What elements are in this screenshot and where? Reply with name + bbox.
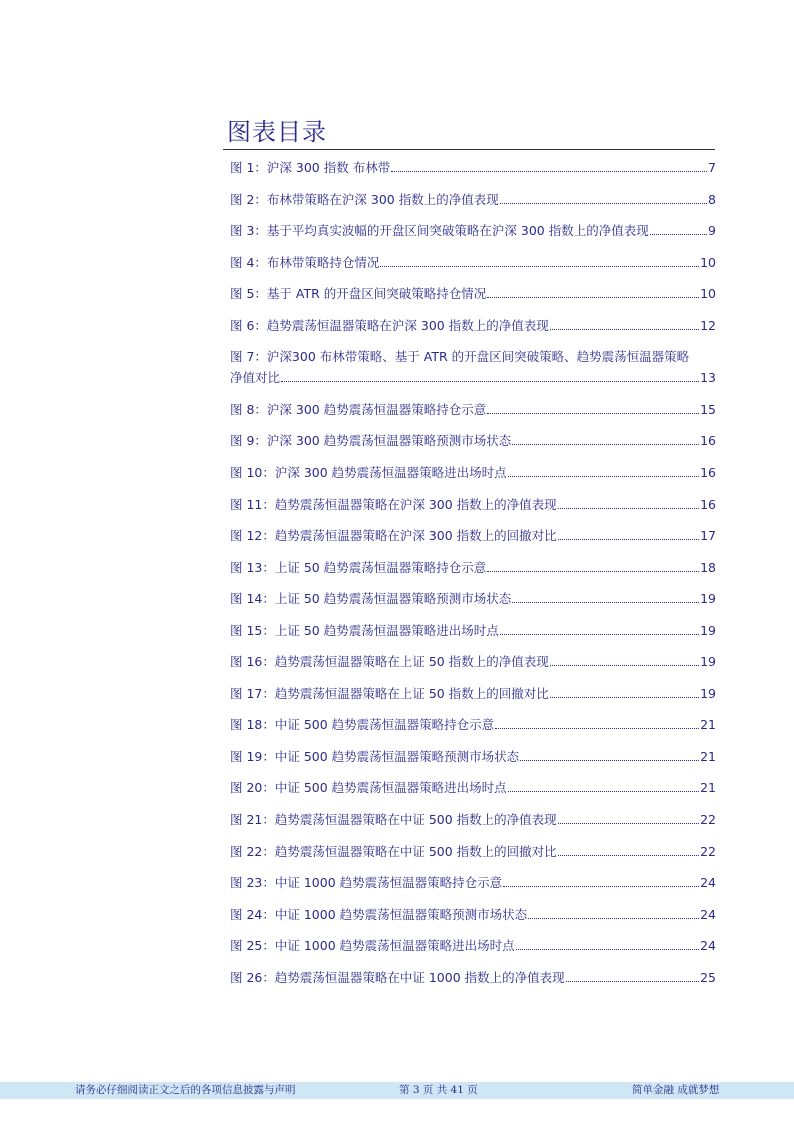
dot-leader (512, 601, 699, 603)
footer-slogan: 简单金融 成就梦想 (632, 1084, 720, 1096)
toc-entry[interactable] (230, 528, 716, 544)
toc-entry-label: 图 24：中证 1000 趋势震荡恒温器策略预测市场状态 (230, 906, 528, 922)
toc-entry-label: 图 21：趋势震荡恒温器策略在中证 500 指数上的净值表现 (230, 812, 557, 827)
dot-leader (380, 265, 699, 267)
dot-leader (558, 822, 699, 824)
toc-entry[interactable] (230, 686, 716, 702)
toc-entry-page: 15 (700, 401, 716, 417)
toc-entry[interactable] (230, 938, 716, 954)
toc-entry-page: 7 (708, 160, 716, 175)
toc-entry-page: 21 (700, 748, 716, 764)
toc-entry[interactable] (230, 318, 716, 334)
toc-entry-label: 图 20：中证 500 趋势震荡恒温器策略进出场时点 (230, 780, 507, 796)
dot-leader (487, 570, 699, 572)
toc-entry[interactable] (230, 654, 716, 670)
toc-entry-label: 图 26：趋势震荡恒温器策略在中证 1000 指数上的净值表现 (230, 969, 565, 985)
dot-leader (281, 380, 699, 382)
dot-leader (550, 328, 699, 330)
toc-entry-page: 16 (700, 464, 716, 480)
toc-entry-label: 图 10：沪深 300 趋势震荡恒温器策略进出场时点 (230, 464, 507, 480)
toc-entry-page: 24 (700, 875, 716, 891)
toc-entry[interactable] (230, 223, 716, 239)
toc-entry-label: 图 9：沪深 300 趋势震荡恒温器策略预测市场状态 (230, 433, 512, 449)
dot-leader (487, 412, 699, 414)
toc-entry[interactable] (230, 286, 716, 302)
toc-entry-page: 21 (700, 780, 716, 796)
toc-entry[interactable] (230, 255, 716, 271)
toc-entry-label: 图 14：上证 50 趋势震荡恒温器策略预测市场状态 (230, 591, 512, 607)
toc-entry-page: 25 (700, 969, 716, 985)
toc-entry-label: 图 22：趋势震荡恒温器策略在中证 500 指数上的回撤对比 (230, 843, 557, 859)
toc-entry-page: 18 (700, 559, 716, 575)
toc-entry[interactable] (230, 907, 716, 923)
dot-leader (516, 948, 699, 950)
dot-leader (520, 759, 699, 761)
toc-entry[interactable] (230, 844, 716, 860)
toc-entry[interactable] (230, 812, 716, 828)
toc-entry[interactable] (230, 591, 716, 607)
dot-leader (487, 296, 699, 298)
toc-entry-page: 10 (700, 254, 716, 270)
toc-entry[interactable] (230, 623, 716, 639)
dot-leader (558, 854, 699, 856)
toc-entry-label: 图 8：沪深 300 趋势震荡恒温器策略持仓示意 (230, 401, 487, 417)
toc-entry-label: 图 2：布林带策略在沪深 300 指数上的净值表现 (230, 191, 499, 207)
toc-entry-page: 16 (700, 496, 716, 512)
dot-leader (503, 885, 699, 887)
dot-leader (558, 538, 699, 540)
footer-page-info: 第 3 页 共 41 页 (399, 1084, 478, 1096)
toc-entry[interactable] (230, 780, 716, 796)
toc-entry-page: 19 (700, 622, 716, 638)
dot-leader (500, 633, 699, 635)
toc-entry-page: 22 (700, 812, 716, 827)
toc-entry-label: 图 23：中证 1000 趋势震荡恒温器策略持仓示意 (230, 875, 503, 891)
toc-entry[interactable] (230, 160, 716, 176)
toc-entry[interactable] (230, 497, 716, 513)
toc-entry-label: 图 18：中证 500 趋势震荡恒温器策略持仓示意 (230, 717, 495, 733)
toc-entry-page: 9 (708, 223, 716, 239)
title-divider (223, 149, 715, 150)
footer-disclaimer: 请务必仔细阅读正文之后的各项信息披露与声明 (75, 1084, 296, 1096)
toc-entry-label: 图 1：沪深 300 指数 布林带 (230, 160, 391, 175)
toc-entry[interactable] (230, 560, 716, 576)
dot-leader (550, 664, 699, 666)
dot-leader (391, 170, 707, 172)
toc-entry-page: 8 (708, 191, 716, 207)
toc-entry-label: 图 4：布林带策略持仓情况 (230, 254, 380, 270)
toc-entry-page: 12 (700, 317, 716, 333)
toc-entry-label-continued: 净值对比 (230, 370, 281, 386)
dot-leader (512, 443, 699, 445)
toc-entry[interactable] (230, 749, 716, 765)
toc-entry-label: 图 5：基于 ATR 的开盘区间突破策略持仓情况 (230, 286, 487, 302)
dot-leader (566, 980, 699, 982)
toc-entry-label: 图 3：基于平均真实波幅的开盘区间突破策略在沪深 300 指数上的净值表现 (230, 223, 649, 239)
toc-entry[interactable] (230, 402, 716, 418)
toc-entry-page: 10 (700, 286, 716, 302)
toc-entry-label: 图 6：趋势震荡恒温器策略在沪深 300 指数上的净值表现 (230, 317, 549, 333)
dot-leader (550, 696, 699, 698)
toc-entry[interactable] (230, 717, 716, 733)
toc-entry[interactable] (230, 465, 716, 481)
dot-leader (650, 233, 707, 235)
toc-entry-label: 图 16：趋势震荡恒温器策略在上证 50 指数上的净值表现 (230, 654, 549, 670)
toc-entry[interactable] (230, 970, 716, 986)
toc-entry-label: 图 7：沪深300 布林带策略、基于 ATR 的开盘区间突破策略、趋势震荡恒温器策略 (230, 349, 690, 365)
dot-leader (558, 507, 699, 509)
toc-entry[interactable] (230, 192, 716, 208)
toc-entry-page: 24 (700, 938, 716, 954)
dot-leader (508, 790, 699, 792)
toc-entry-label: 图 19：中证 500 趋势震荡恒温器策略预测市场状态 (230, 748, 520, 764)
dot-leader (495, 727, 699, 729)
toc-entry[interactable] (230, 433, 716, 449)
dot-leader (500, 202, 707, 204)
toc-entry-page: 19 (700, 654, 716, 670)
toc-entry-label: 图 17：趋势震荡恒温器策略在上证 50 指数上的回撤对比 (230, 685, 549, 701)
toc-entry-page: 17 (700, 528, 716, 544)
page-title: 图表目录 (227, 118, 327, 146)
toc-entry-page: 24 (700, 906, 716, 922)
toc-entry-page: 21 (700, 717, 716, 733)
toc-entry-page: 16 (700, 433, 716, 449)
toc-entry-page: 19 (700, 685, 716, 701)
toc-entry-label: 图 12：趋势震荡恒温器策略在沪深 300 指数上的回撤对比 (230, 528, 557, 544)
toc-entry-label: 图 15：上证 50 趋势震荡恒温器策略进出场时点 (230, 622, 499, 638)
toc-entry-page: 19 (700, 591, 716, 607)
toc-entry[interactable] (230, 349, 716, 386)
toc-entry-label: 图 25：中证 1000 趋势震荡恒温器策略进出场时点 (230, 938, 515, 954)
toc-entry-label: 图 11：趋势震荡恒温器策略在沪深 300 指数上的净值表现 (230, 496, 557, 512)
page-footer (0, 1082, 794, 1099)
toc-entry-page: 22 (700, 843, 716, 859)
dot-leader (528, 917, 699, 919)
toc-entry[interactable] (230, 875, 716, 891)
toc-entry-page: 13 (700, 370, 716, 386)
toc-entry-label: 图 13：上证 50 趋势震荡恒温器策略持仓示意 (230, 559, 487, 575)
dot-leader (508, 475, 699, 477)
